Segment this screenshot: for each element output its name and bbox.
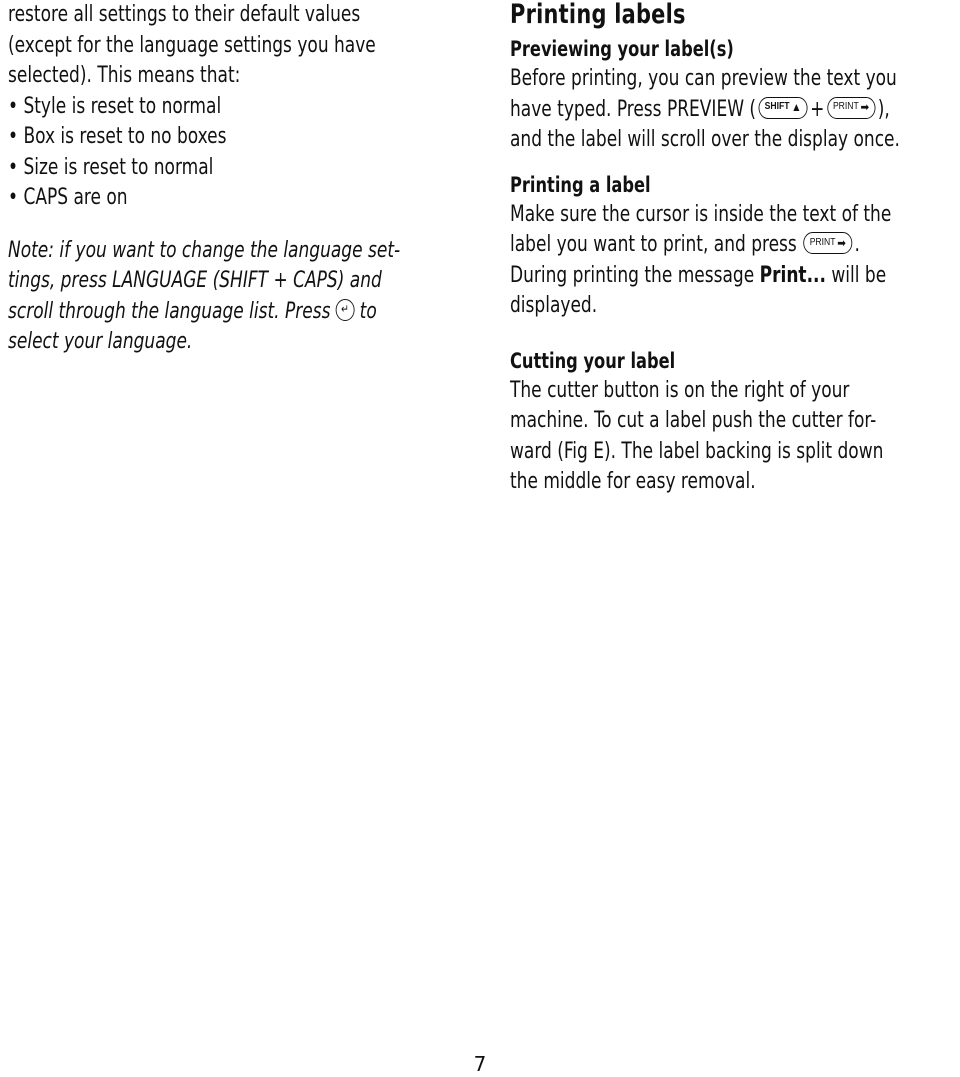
note-line: scroll through the language list. Press bbox=[8, 298, 331, 324]
printing-heading: Printing a label bbox=[510, 172, 651, 197]
previewing-heading: Previewing your label(s) bbox=[510, 37, 734, 61]
page-number: 7 bbox=[473, 1052, 487, 1076]
printing-section bbox=[510, 170, 958, 322]
list-item: • Style is reset to normal bbox=[8, 93, 222, 119]
note-line: select your language. bbox=[8, 329, 193, 354]
intro-line: (except for the language settings you have bbox=[8, 32, 376, 58]
print-key-icon: PRINT ➡ bbox=[827, 97, 875, 119]
enter-key-icon: ↵ bbox=[336, 299, 355, 321]
note-to: to bbox=[359, 298, 377, 324]
defaults-list bbox=[8, 92, 458, 214]
cutting-line: machine. To cut a label push the cutter for- bbox=[510, 408, 877, 433]
list-item: • Size is reset to normal bbox=[8, 154, 214, 180]
list-item: • CAPS are on bbox=[8, 185, 128, 210]
preview-line: and the label will scroll over the display once. bbox=[510, 127, 900, 152]
intro-line: restore all settings to their default values bbox=[8, 2, 361, 27]
left-column bbox=[8, 0, 458, 358]
preview-line: Before printing, you can preview the text you bbox=[510, 66, 897, 91]
printing-line: During printing the message bbox=[510, 262, 760, 288]
language-note bbox=[8, 236, 458, 358]
printing-line: will be bbox=[825, 262, 887, 288]
right-column bbox=[510, 0, 958, 498]
printing-line: Make sure the cursor is inside the text of the bbox=[510, 201, 892, 227]
note-line: tings, press LANGUAGE (SHIFT + CAPS) and bbox=[8, 268, 382, 293]
preview-line-end: ), bbox=[877, 96, 890, 122]
preview-line: have typed. Press PREVIEW ( bbox=[510, 96, 757, 122]
printing-line: displayed. bbox=[510, 293, 598, 318]
printing-line-end: . bbox=[854, 232, 860, 257]
printing-line: label you want to print, and press bbox=[510, 232, 797, 257]
previewing-section bbox=[510, 34, 958, 156]
note-line: Note: if you want to change the language set- bbox=[8, 237, 401, 263]
shift-key-icon: SHIFT ▲ bbox=[759, 97, 808, 119]
intro-line: selected). This means that: bbox=[8, 63, 241, 88]
cutting-heading: Cutting your label bbox=[510, 348, 676, 373]
intro-paragraph bbox=[8, 0, 458, 92]
plus-sign: + bbox=[810, 96, 825, 122]
cutting-line: ward (Fig E). The label backing is split down bbox=[510, 438, 884, 464]
cutting-section bbox=[510, 346, 958, 498]
section-title: Printing labels bbox=[510, 0, 686, 30]
cutting-line: The cutter button is on the right of your bbox=[510, 377, 850, 403]
cutting-line: the middle for easy removal. bbox=[510, 469, 756, 494]
print-key-icon: PRINT ➡ bbox=[804, 232, 852, 254]
print-message: Print... bbox=[759, 262, 826, 288]
list-item: • Box is reset to no boxes bbox=[8, 124, 227, 149]
